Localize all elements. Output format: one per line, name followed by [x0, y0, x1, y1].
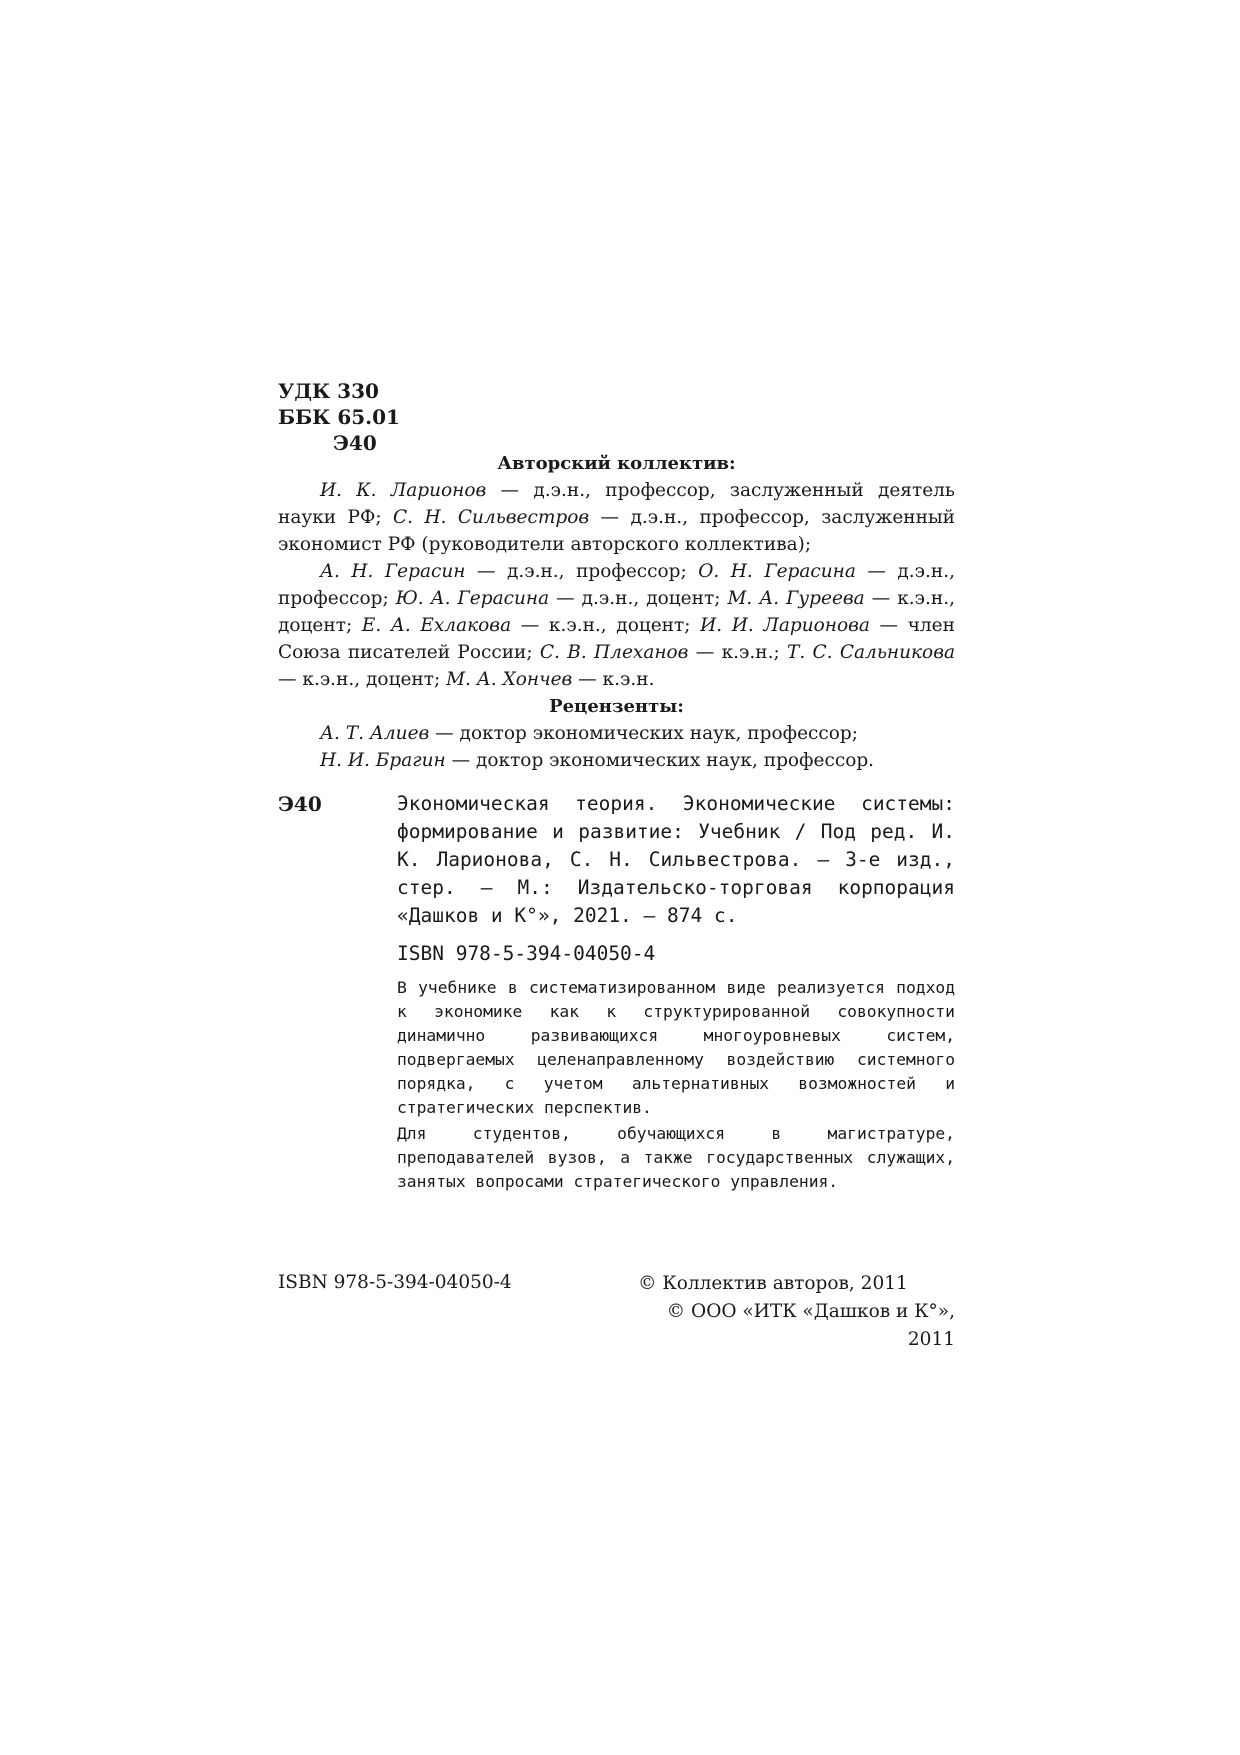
author-desc: — член Союза писателей России; — [278, 615, 955, 663]
reviewer-item — [278, 720, 955, 747]
author-name: Т. С. Сальникова — [787, 642, 955, 663]
author-name: С. В. Плеханов — [539, 642, 689, 663]
author-desc: — д.э.н., доцент; — [549, 588, 728, 609]
footer-isbn: ISBN 978-5-394-04050-4 — [278, 1272, 512, 1293]
reviewer-desc: — доктор экономических наук, профессор. — [445, 750, 875, 771]
author-desc: — к.э.н., доцент; — [278, 669, 447, 690]
reviewer-desc: — доктор экономических наук, профессор; — [429, 723, 858, 744]
author-mark: Э40 — [333, 431, 377, 455]
annotation — [397, 976, 955, 1194]
author-desc: — к.э.н., доцент; — [511, 615, 701, 636]
author-desc: — к.э.н.; — [688, 642, 787, 663]
author-name: А. Н. Герасин — [320, 561, 466, 582]
bbk-code: ББК 65.01 — [278, 405, 400, 429]
author-desc: — к.э.н., доцент; — [278, 588, 955, 636]
bibliographic-record — [278, 790, 955, 968]
author-name: Ю. А. Герасина — [395, 588, 550, 609]
copyright-publisher: © ООО «ИТК «Дашков и К°», 2011 — [666, 1301, 955, 1350]
copyright-authors: © Коллектив авторов, 2011 — [638, 1273, 908, 1294]
udk-code: УДК 330 — [278, 379, 379, 403]
author-name: М. А. Гуреева — [727, 588, 865, 609]
author-desc: — д.э.н., профессор, заслуженный экономист РФ (руководители авторского коллектива); — [278, 507, 956, 555]
authors-leaders — [278, 477, 955, 558]
author-name: И. И. Ларионова — [700, 615, 870, 636]
annotation-paragraph: В учебнике в систематизированном виде реализуется подход к экономике как к структурированной совокупности динамично развивающихся многоуровневых систем, подвергаемых целенаправленному воздействию системного порядка, с учетом альтернативных возможностей и стратегических перспектив. — [397, 978, 955, 1117]
author-name: С. Н. Сильвестров — [393, 507, 590, 528]
authors-members — [278, 558, 955, 693]
author-desc: — д.э.н., профессор; — [278, 561, 956, 609]
author-desc: — д.э.н., профессор, заслуженный деятель науки РФ; — [278, 480, 955, 528]
author-name: Е. А. Ехлакова — [361, 615, 512, 636]
classification-codes — [278, 378, 400, 456]
author-name: М. А. Хончев — [446, 669, 573, 690]
authors-section — [278, 450, 955, 774]
reviewer-item — [278, 747, 955, 774]
author-desc: — д.э.н., профессор; — [465, 561, 699, 582]
reviewer-name: Н. И. Брагин — [320, 750, 446, 771]
author-name: И. К. Ларионов — [320, 480, 487, 501]
authors-heading: Авторский коллектив: — [497, 453, 736, 474]
author-name: О. Н. Герасина — [698, 561, 856, 582]
bibliographic-isbn: ISBN 978-5-394-04050-4 — [397, 942, 656, 965]
bibliographic-mark: Э40 — [278, 792, 322, 816]
author-desc: — к.э.н. — [572, 669, 655, 690]
bibliographic-text: Экономическая теория. Экономические системы: формирование и развитие: Учебник / Под ред. И. К. Ларионова, С. Н. Сильвестрова. — 3-е изд., стер. — М.: Издательско-торговая корпорация «Дашков и К°», 2021. — 874 с. — [397, 792, 955, 927]
reviewers-heading: Рецензенты: — [549, 696, 684, 717]
copyright-notices — [618, 1270, 955, 1354]
annotation-paragraph: Для студентов, обучающихся в магистратуре, преподавателей вузов, а также государственных служащих, занятых вопросами стратегического управления. — [397, 1124, 955, 1191]
reviewer-name: А. Т. Алиев — [320, 723, 430, 744]
